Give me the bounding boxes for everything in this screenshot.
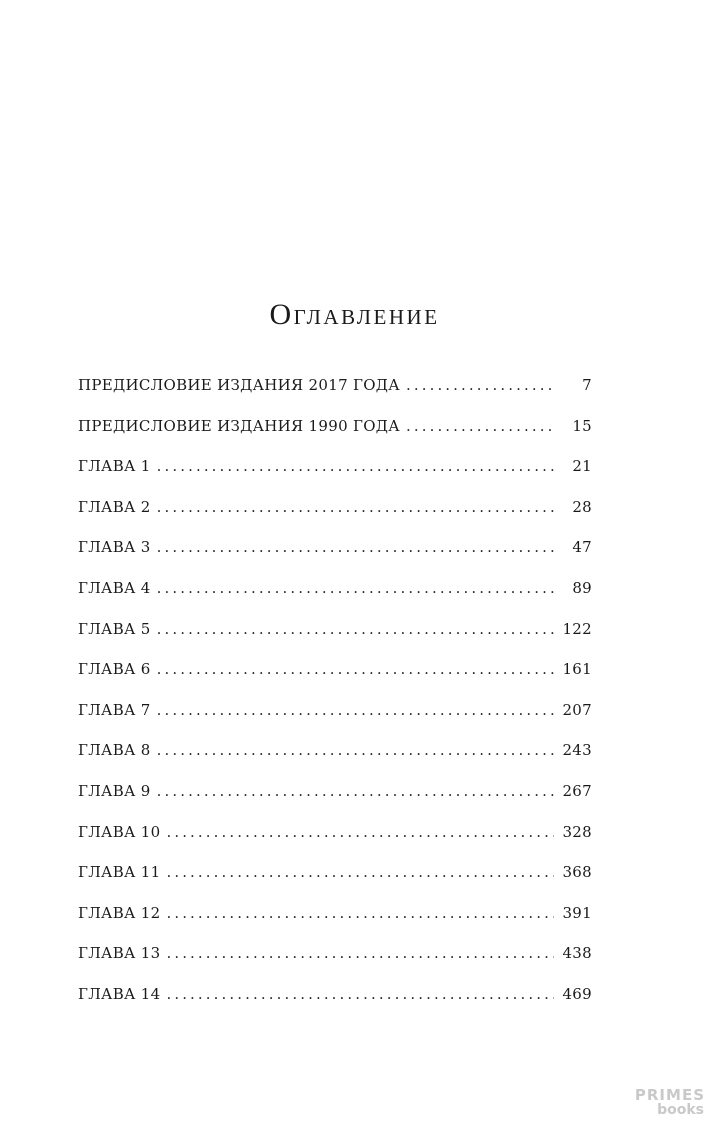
publisher-name: PRIMES xyxy=(634,1086,705,1104)
toc-entry-page: 368 xyxy=(562,863,592,882)
toc-entry[interactable] xyxy=(78,538,592,579)
toc-entry[interactable] xyxy=(78,376,592,417)
toc-entry-page: 328 xyxy=(562,822,592,841)
toc-entry[interactable] xyxy=(78,944,592,985)
toc-entry[interactable] xyxy=(78,620,592,661)
toc-dot-leader xyxy=(157,457,554,475)
toc-entry-label: ГЛАВА 1 xyxy=(78,457,151,476)
toc-entry-page: 161 xyxy=(562,660,592,679)
toc-entry[interactable] xyxy=(78,741,592,782)
toc-entry-label: ГЛАВА 3 xyxy=(78,538,151,557)
toc-entry-label: ГЛАВА 12 xyxy=(78,903,161,922)
toc-title: Оглавление xyxy=(269,298,440,331)
toc-entry-page: 122 xyxy=(562,619,592,638)
toc-entry[interactable] xyxy=(78,904,592,945)
toc-entry-page: 438 xyxy=(562,944,592,963)
toc-dot-leader xyxy=(157,498,554,516)
toc-entry[interactable] xyxy=(78,863,592,904)
publisher-watermark xyxy=(635,1088,705,1117)
toc-dot-leader xyxy=(157,538,554,556)
toc-entry-label: ПРЕДИСЛОВИЕ ИЗДАНИЯ 1990 ГОДА xyxy=(78,416,400,435)
toc-dot-leader xyxy=(166,863,554,881)
toc-entry-page: 243 xyxy=(562,741,592,760)
toc-dot-leader xyxy=(157,660,554,678)
toc-dot-leader xyxy=(406,417,554,435)
toc-entry-page: 207 xyxy=(562,700,592,719)
toc-dot-leader xyxy=(157,741,554,759)
toc-entry-label: ГЛАВА 10 xyxy=(78,822,161,841)
toc-dot-leader xyxy=(166,823,554,841)
toc-list xyxy=(78,376,592,1026)
toc-dot-leader xyxy=(166,904,554,922)
toc-entry-label: ГЛАВА 8 xyxy=(78,741,151,760)
toc-entry-label: ГЛАВА 2 xyxy=(78,497,151,516)
toc-entry[interactable] xyxy=(78,417,592,458)
toc-entry-label: ГЛАВА 13 xyxy=(78,944,161,963)
toc-entry-page: 47 xyxy=(572,538,592,557)
toc-entry-page: 28 xyxy=(572,497,592,516)
toc-entry-label: ПРЕДИСЛОВИЕ ИЗДАНИЯ 2017 ГОДА xyxy=(78,376,400,394)
toc-entry-page: 7 xyxy=(582,376,592,394)
toc-entry-label: ГЛАВА 4 xyxy=(78,578,151,597)
toc-dot-leader xyxy=(157,782,554,800)
toc-entry-label: ГЛАВА 6 xyxy=(78,660,151,679)
toc-entry-page: 89 xyxy=(572,578,592,597)
toc-entry[interactable] xyxy=(78,782,592,823)
toc-entry-label: ГЛАВА 11 xyxy=(78,863,161,882)
toc-entry-label: ГЛАВА 9 xyxy=(78,781,151,800)
toc-entry[interactable] xyxy=(78,823,592,864)
toc-entry[interactable] xyxy=(78,579,592,620)
toc-entry-page: 267 xyxy=(562,781,592,800)
toc-dot-leader xyxy=(166,985,554,1003)
toc-dot-leader xyxy=(157,579,554,597)
toc-dot-leader xyxy=(166,944,554,962)
toc-entry-label: ГЛАВА 5 xyxy=(78,619,151,638)
toc-entry-label: ГЛАВА 7 xyxy=(78,700,151,719)
toc-entry[interactable] xyxy=(78,660,592,701)
toc-entry[interactable] xyxy=(78,701,592,742)
toc-entry[interactable] xyxy=(78,985,592,1026)
toc-entry-page: 15 xyxy=(572,416,592,435)
toc-entry-page: 21 xyxy=(572,457,592,476)
toc-dot-leader xyxy=(157,701,554,719)
toc-entry[interactable] xyxy=(78,457,592,498)
publisher-subtitle: books xyxy=(657,1102,704,1118)
toc-entry-label: ГЛАВА 14 xyxy=(78,984,161,1003)
toc-entry-page: 391 xyxy=(562,903,592,922)
toc-entry[interactable] xyxy=(78,498,592,539)
toc-dot-leader xyxy=(157,620,554,638)
toc-entry-page: 469 xyxy=(562,984,592,1003)
toc-dot-leader xyxy=(406,376,554,394)
